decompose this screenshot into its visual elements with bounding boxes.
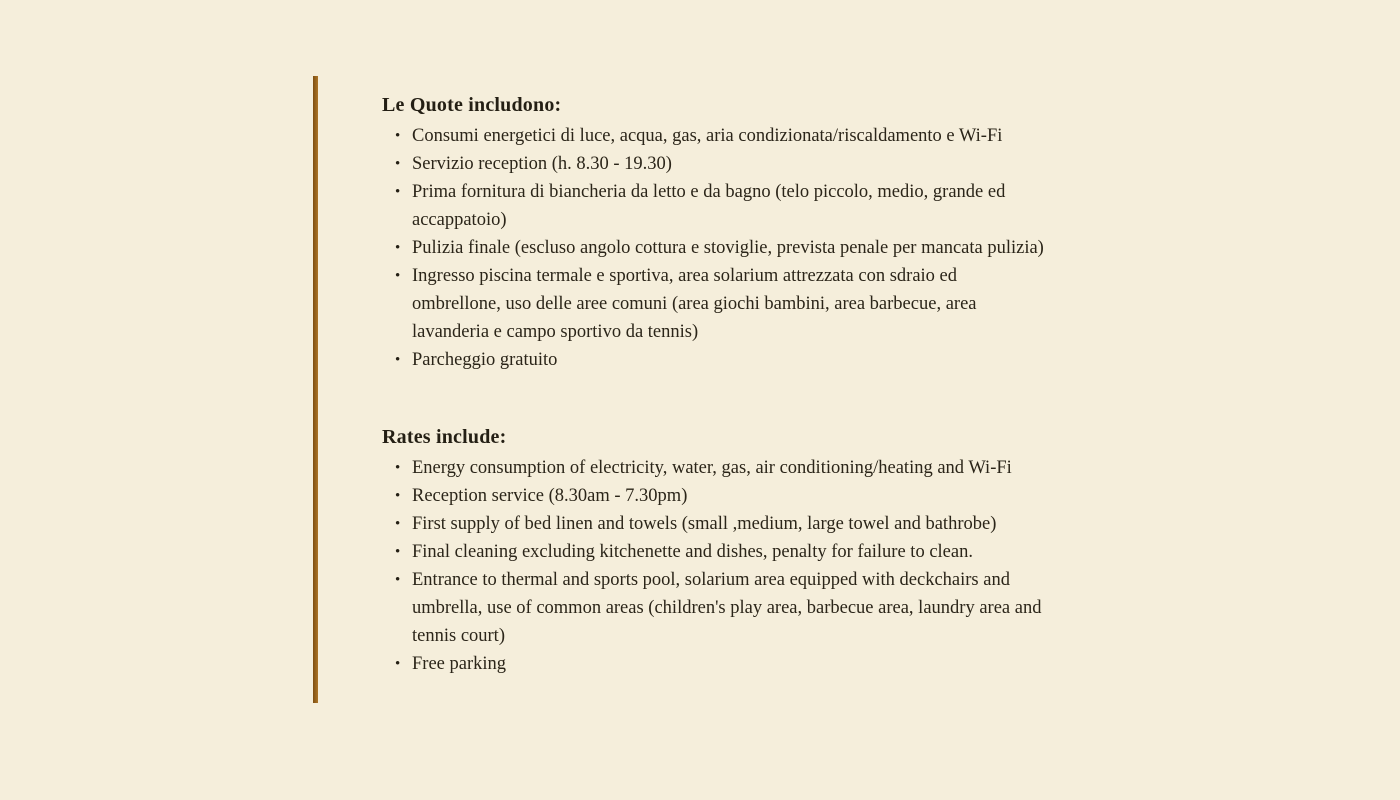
section-italian bbox=[382, 90, 1262, 374]
list-item-line: umbrella, use of common areas (children's play area, barbecue area, laundry area and bbox=[412, 598, 1042, 618]
list-item-line: accappatoio) bbox=[412, 210, 507, 230]
section-heading-italian: Le Quote includono: bbox=[382, 94, 562, 116]
list-item bbox=[412, 510, 1262, 538]
content-area bbox=[382, 90, 1262, 678]
list-item-line: • Consumi energetici di luce, acqua, gas, aria condizionata/riscaldamento e Wi-Fi bbox=[412, 126, 1003, 146]
list-item-line: • First supply of bed linen and towels (small ,medium, large towel and bathrobe) bbox=[412, 514, 997, 534]
list-item-line: ombrellone, uso delle aree comuni (area giochi bambini, area barbecue, area bbox=[412, 294, 977, 314]
list-item bbox=[412, 454, 1262, 482]
accent-vertical-bar bbox=[313, 76, 318, 703]
list-item bbox=[412, 178, 1262, 234]
list-item bbox=[412, 538, 1262, 566]
list-item-line: • Energy consumption of electricity, water, gas, air conditioning/heating and Wi-Fi bbox=[412, 458, 1012, 478]
list-item bbox=[412, 566, 1262, 650]
section-english bbox=[382, 422, 1262, 678]
list-item bbox=[412, 482, 1262, 510]
bullet-list-english bbox=[382, 454, 1262, 678]
list-item-line: tennis court) bbox=[412, 626, 505, 646]
list-item-line: lavanderia e campo sportivo da tennis) bbox=[412, 322, 699, 342]
list-item-line: • Ingresso piscina termale e sportiva, area solarium attrezzata con sdraio ed bbox=[412, 266, 958, 286]
list-item-line: • Entrance to thermal and sports pool, solarium area equipped with deckchairs and bbox=[412, 570, 1010, 590]
list-item bbox=[412, 650, 1262, 678]
list-item-line: • Free parking bbox=[412, 654, 507, 674]
list-item bbox=[412, 234, 1262, 262]
list-item bbox=[412, 150, 1262, 178]
list-item-line: • Prima fornitura di biancheria da letto e da bagno (telo piccolo, medio, grande ed bbox=[412, 182, 1006, 202]
list-item bbox=[412, 262, 1262, 346]
list-item bbox=[412, 122, 1262, 150]
bullet-list-italian bbox=[382, 122, 1262, 374]
list-item bbox=[412, 346, 1262, 374]
list-item-line: • Parcheggio gratuito bbox=[412, 350, 558, 370]
list-item-line: • Final cleaning excluding kitchenette and dishes, penalty for failure to clean. bbox=[412, 542, 973, 562]
section-heading-english: Rates include: bbox=[382, 426, 507, 448]
list-item-line: • Servizio reception (h. 8.30 - 19.30) bbox=[412, 154, 672, 174]
list-item-line: • Pulizia finale (escluso angolo cottura e stoviglie, prevista penale per mancata pulizia) bbox=[412, 238, 1044, 258]
list-item-line: • Reception service (8.30am - 7.30pm) bbox=[412, 486, 688, 506]
